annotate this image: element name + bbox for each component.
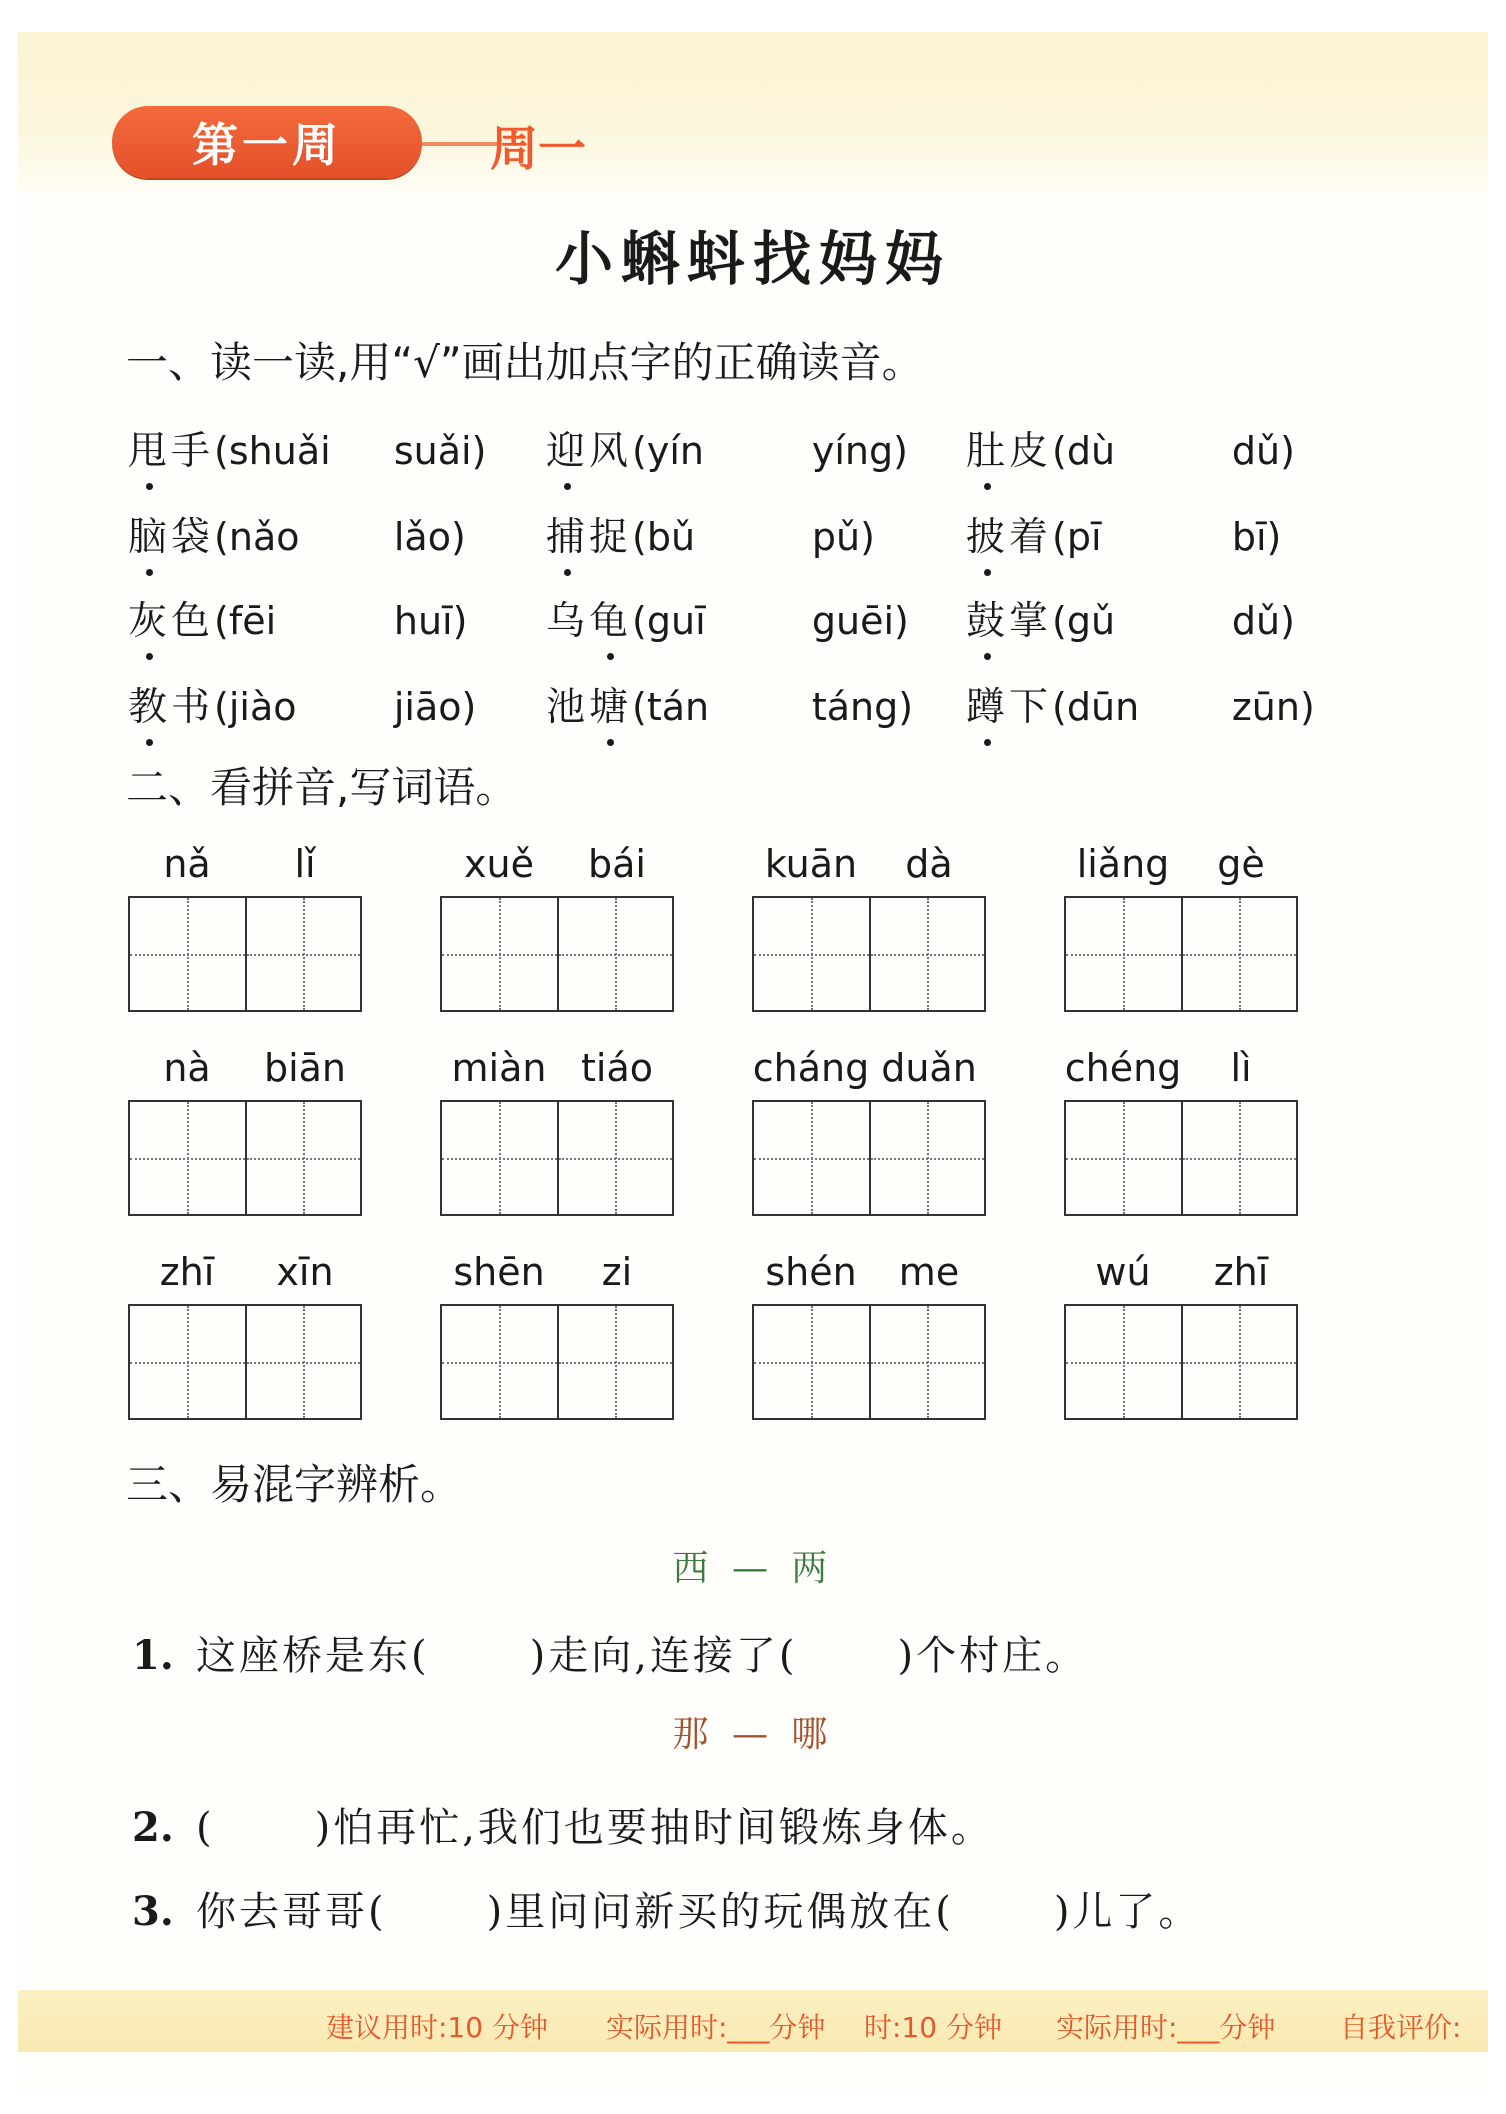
pinyin-syllable: xīn: [276, 1250, 334, 1294]
pinyin-syllable: biān: [263, 1046, 347, 1090]
paren-open: (: [214, 515, 229, 559]
pinyin-row: [128, 842, 364, 890]
grid-guide-horizontal: [559, 1362, 672, 1364]
dotted-character: 肚: [966, 420, 1009, 476]
paren-open: (: [632, 685, 647, 729]
writing-grid: [128, 1100, 362, 1216]
question-text: 你去哥哥(: [196, 1889, 387, 1935]
pinyin-row: [752, 842, 988, 890]
pinyin-option[interactable]: huī: [393, 599, 453, 643]
character: 手: [171, 429, 215, 474]
pinyin-syllable: shēn: [453, 1250, 545, 1294]
pinyin-option[interactable]: shuǎi: [228, 429, 331, 473]
pinyin-syllable: dà: [905, 842, 953, 886]
footer-band: [18, 1990, 1488, 2052]
pronunciation-item: [546, 506, 875, 562]
writing-cell[interactable]: [130, 898, 245, 1010]
pinyin-syllable: chéng: [1064, 1046, 1182, 1090]
grid-guide-horizontal: [130, 1158, 245, 1160]
pinyin-syllable: gè: [1217, 842, 1265, 886]
character: 捉: [589, 515, 633, 560]
writing-grid: [440, 1304, 674, 1420]
emphasis-dot: [607, 739, 614, 746]
pronunciation-item: [128, 506, 466, 562]
pinyin-writing-group: [752, 1250, 988, 1420]
pronunciation-item: [546, 420, 908, 476]
dotted-character: 龟: [589, 590, 632, 646]
writing-cell[interactable]: [245, 898, 360, 1010]
pronunciation-item: [546, 590, 909, 646]
pinyin-syllable: xuě: [464, 842, 534, 886]
confusable-pair-2: 那 — 哪: [672, 1714, 834, 1755]
pinyin-row: [752, 1046, 988, 1094]
character: 皮: [1009, 429, 1053, 474]
character: 乌: [546, 599, 590, 644]
pinyin-row: [440, 842, 676, 890]
item-word: [966, 685, 1052, 730]
paren-open: (: [1052, 429, 1067, 473]
character: 色: [171, 599, 215, 644]
character: 掌: [1009, 599, 1053, 644]
pinyin-syllable: shén: [765, 1250, 857, 1294]
question-number: 2.: [132, 1804, 174, 1851]
grid-guide-horizontal: [559, 1158, 672, 1160]
paren-close: ): [1280, 429, 1295, 473]
pinyin-syllable: cháng: [752, 1046, 870, 1090]
writing-grid: [440, 896, 674, 1012]
dotted-character: 披: [966, 506, 1009, 562]
writing-cell[interactable]: [1066, 898, 1181, 1010]
pinyin-option[interactable]: nǎo: [228, 515, 300, 559]
dotted-character: 甩: [128, 420, 171, 476]
pinyin-option[interactable]: bī: [1231, 515, 1267, 559]
pinyin-writing-group: [752, 1046, 988, 1216]
paren-open: (: [214, 429, 229, 473]
pronunciation-item: [128, 420, 486, 476]
footer-self-evaluation[interactable]: 自我评价:: [1340, 2011, 1462, 2044]
question-3: [132, 1880, 1201, 1937]
pinyin-writing-group: [440, 1046, 676, 1216]
header-connector: [418, 142, 498, 146]
grid-guide-horizontal: [442, 1362, 557, 1364]
item-word: [546, 429, 632, 474]
dotted-character: 教: [128, 676, 171, 732]
writing-cell[interactable]: [1066, 1306, 1181, 1418]
pinyin-option[interactable]: táng: [811, 685, 899, 729]
writing-cell[interactable]: [869, 898, 984, 1010]
paren-open: (: [1052, 599, 1067, 643]
paren-close: ): [471, 429, 487, 473]
footer-suggested-time: 建议用时:10 分钟: [326, 2011, 548, 2044]
question-text: )里问问新买的玩偶放在(: [486, 1889, 954, 1935]
emphasis-dot: [146, 569, 153, 576]
item-word: [128, 599, 214, 644]
writing-cell[interactable]: [557, 1306, 672, 1418]
paren-close: ): [1280, 599, 1295, 643]
emphasis-dot: [564, 483, 571, 490]
pinyin-syllable: kuān: [764, 842, 858, 886]
paren-close: ): [1299, 685, 1315, 729]
pinyin-syllable: lǐ: [294, 842, 316, 886]
paren-close: ): [452, 599, 468, 643]
item-word: [966, 429, 1052, 474]
character: 风: [589, 429, 633, 474]
emphasis-dot: [607, 653, 614, 660]
pronunciation-item: [966, 420, 1295, 476]
pinyin-writing-group: [128, 1046, 364, 1216]
part2-heading: 二、看拼音,写词语。: [126, 763, 518, 812]
grid-guide-horizontal: [754, 1158, 869, 1160]
pinyin-row: [1064, 1250, 1300, 1298]
writing-cell[interactable]: [442, 1102, 557, 1214]
character: 袋: [171, 515, 215, 560]
pinyin-writing-group: [128, 1250, 364, 1420]
paren-close: ): [860, 515, 875, 559]
writing-cell[interactable]: [754, 898, 869, 1010]
paren-close: ): [893, 429, 908, 473]
part1-heading: 一、读一读,用“√”画出加点字的正确读音。: [126, 338, 924, 387]
writing-cell[interactable]: [130, 1102, 245, 1214]
item-word: [128, 685, 214, 730]
character: 池: [546, 685, 590, 730]
writing-cell[interactable]: [754, 1102, 869, 1214]
item-word: [128, 429, 214, 474]
pinyin-writing-group: [440, 842, 676, 1012]
pinyin-option[interactable]: pǔ: [811, 515, 861, 559]
pinyin-writing-group: [440, 1250, 676, 1420]
writing-cell[interactable]: [869, 1306, 984, 1418]
item-word: [546, 685, 632, 730]
writing-cell[interactable]: [442, 1306, 557, 1418]
pinyin-option[interactable]: gǔ: [1066, 599, 1116, 643]
question-text: )个村庄。: [897, 1633, 1089, 1679]
writing-cell[interactable]: [1066, 1102, 1181, 1214]
pinyin-option[interactable]: bǔ: [646, 515, 696, 559]
pinyin-writing-group: [752, 842, 988, 1012]
pronunciation-item: [546, 676, 913, 732]
dotted-character: 灰: [128, 590, 171, 646]
paren-close: ): [898, 685, 914, 729]
grid-guide-horizontal: [442, 1158, 557, 1160]
grid-guide-horizontal: [559, 954, 672, 956]
footer-actual-time-2[interactable]: 实际用时:___分钟: [1056, 2011, 1276, 2044]
pinyin-option[interactable]: pī: [1066, 515, 1102, 559]
pinyin-syllable: tiáo: [581, 1046, 653, 1090]
page-title: 小蝌蚪找妈妈: [554, 225, 951, 293]
pinyin-writing-group: [1064, 1046, 1300, 1216]
dotted-character: 迎: [546, 420, 589, 476]
writing-cell[interactable]: [557, 898, 672, 1010]
question-text: )儿了。: [1053, 1889, 1202, 1935]
grid-guide-horizontal: [871, 1158, 984, 1160]
pinyin-syllable: duǎn: [881, 1046, 977, 1090]
item-word: [128, 515, 214, 560]
pinyin-option[interactable]: fēi: [228, 599, 277, 643]
pinyin-row: [752, 1250, 988, 1298]
question-text: 这座桥是东(: [196, 1633, 430, 1679]
writing-cell[interactable]: [245, 1306, 360, 1418]
writing-grid: [752, 1304, 986, 1420]
pinyin-row: [440, 1046, 676, 1094]
pinyin-option[interactable]: jiāo: [393, 685, 462, 729]
writing-grid: [752, 896, 986, 1012]
pinyin-row: [440, 1250, 676, 1298]
dotted-character: 鼓: [966, 590, 1009, 646]
paren-open: (: [632, 429, 647, 473]
pinyin-row: [128, 1250, 364, 1298]
writing-grid: [128, 1304, 362, 1420]
pinyin-row: [128, 1046, 364, 1094]
pinyin-option[interactable]: tán: [646, 685, 710, 729]
grid-guide-horizontal: [247, 1362, 360, 1364]
pinyin-syllable: nǎ: [163, 842, 211, 886]
question-text: (: [196, 1805, 215, 1851]
grid-guide-horizontal: [442, 954, 557, 956]
pinyin-syllable: bái: [588, 842, 646, 886]
paren-open: (: [632, 599, 647, 643]
grid-guide-horizontal: [1066, 954, 1181, 956]
grid-guide-horizontal: [871, 954, 984, 956]
emphasis-dot: [564, 569, 571, 576]
character: 下: [1009, 685, 1053, 730]
question-number: 1.: [132, 1632, 174, 1679]
writing-cell[interactable]: [1181, 898, 1296, 1010]
writing-grid: [1064, 896, 1298, 1012]
pinyin-option[interactable]: guēi: [811, 599, 895, 643]
part3-heading: 三、易混字辨析。: [126, 1460, 463, 1509]
dotted-character: 塘: [589, 676, 632, 732]
writing-cell[interactable]: [130, 1306, 245, 1418]
grid-guide-horizontal: [1183, 1362, 1296, 1364]
grid-guide-horizontal: [247, 954, 360, 956]
pinyin-syllable: liǎng: [1076, 842, 1170, 886]
question-2: [132, 1796, 994, 1853]
emphasis-dot: [146, 653, 153, 660]
pinyin-option[interactable]: guī: [646, 599, 706, 643]
writing-cell[interactable]: [869, 1102, 984, 1214]
emphasis-dot: [146, 739, 153, 746]
pinyin-option[interactable]: dūn: [1066, 685, 1140, 729]
paren-open: (: [632, 515, 647, 559]
writing-cell[interactable]: [245, 1102, 360, 1214]
writing-cell[interactable]: [442, 898, 557, 1010]
pinyin-syllable: zhī: [159, 1250, 215, 1294]
pinyin-syllable: zi: [601, 1250, 633, 1294]
pinyin-option[interactable]: yín: [646, 429, 704, 473]
grid-guide-horizontal: [871, 1362, 984, 1364]
grid-guide-horizontal: [247, 1158, 360, 1160]
pinyin-syllable: miàn: [451, 1046, 547, 1090]
pinyin-option[interactable]: jiào: [228, 685, 297, 729]
item-word: [546, 599, 632, 644]
day-label: 周一: [490, 121, 587, 177]
paren-close: ): [450, 515, 466, 559]
grid-guide-horizontal: [1066, 1362, 1181, 1364]
pinyin-option[interactable]: zūn: [1231, 685, 1300, 729]
writing-grid: [128, 896, 362, 1012]
emphasis-dot: [984, 483, 991, 490]
pinyin-syllable: me: [898, 1250, 960, 1294]
pinyin-option[interactable]: yíng: [811, 429, 894, 473]
question-text: )怕再忙,我们也要抽时间锻炼身体。: [314, 1805, 994, 1851]
item-word: [546, 515, 632, 560]
writing-cell[interactable]: [754, 1306, 869, 1418]
question-1: [132, 1624, 1088, 1681]
pinyin-syllable: wú: [1095, 1250, 1151, 1294]
item-word: [966, 599, 1052, 644]
confusable-pair-1: 西 — 两: [672, 1548, 834, 1589]
pinyin-option[interactable]: dǔ: [1231, 599, 1281, 643]
writing-cell[interactable]: [557, 1102, 672, 1214]
pronunciation-item: [128, 590, 467, 646]
paren-close: ): [461, 685, 477, 729]
week-badge: [112, 106, 422, 178]
character: 书: [171, 685, 215, 730]
paren-open: (: [1052, 515, 1067, 559]
grid-guide-horizontal: [1183, 1158, 1296, 1160]
grid-guide-horizontal: [754, 954, 869, 956]
writing-cell[interactable]: [1181, 1306, 1296, 1418]
footer-suggested-time-cut: 时:10 分钟: [864, 2011, 1002, 2044]
grid-guide-horizontal: [130, 954, 245, 956]
pinyin-syllable: lì: [1230, 1046, 1252, 1090]
footer-actual-time[interactable]: 实际用时:___分钟: [606, 2011, 826, 2044]
item-word: [966, 515, 1052, 560]
writing-grid: [752, 1100, 986, 1216]
character: 着: [1009, 515, 1053, 560]
question-number: 3.: [132, 1888, 174, 1935]
grid-guide-horizontal: [130, 1362, 245, 1364]
dotted-character: 蹲: [966, 676, 1009, 732]
emphasis-dot: [984, 739, 991, 746]
dotted-character: 捕: [546, 506, 589, 562]
paren-close: ): [894, 599, 909, 643]
writing-grid: [1064, 1304, 1298, 1420]
pinyin-row: [1064, 1046, 1300, 1094]
paren-close: ): [1266, 515, 1282, 559]
pinyin-syllable: nà: [163, 1046, 211, 1090]
grid-guide-horizontal: [754, 1362, 869, 1364]
pinyin-writing-group: [128, 842, 364, 1012]
pronunciation-item: [966, 506, 1281, 562]
paren-open: (: [214, 599, 229, 643]
emphasis-dot: [146, 483, 153, 490]
pinyin-writing-group: [1064, 842, 1300, 1012]
pinyin-row: [1064, 842, 1300, 890]
grid-guide-horizontal: [1066, 1158, 1181, 1160]
pinyin-option[interactable]: lǎo: [393, 515, 451, 559]
emphasis-dot: [984, 569, 991, 576]
writing-cell[interactable]: [1181, 1102, 1296, 1214]
paren-open: (: [1052, 685, 1067, 729]
writing-grid: [440, 1100, 674, 1216]
pronunciation-item: [966, 676, 1315, 732]
pinyin-syllable: zhī: [1213, 1250, 1269, 1294]
week-label: 第一周: [192, 118, 342, 172]
pinyin-option[interactable]: suǎi: [393, 429, 472, 473]
question-text: )走向,连接了(: [529, 1633, 798, 1679]
writing-grid: [1064, 1100, 1298, 1216]
pronunciation-item: [966, 590, 1295, 646]
paren-open: (: [214, 685, 229, 729]
emphasis-dot: [984, 653, 991, 660]
pinyin-option[interactable]: dù: [1066, 429, 1116, 473]
pinyin-option[interactable]: dǔ: [1231, 429, 1281, 473]
pinyin-writing-group: [1064, 1250, 1300, 1420]
pronunciation-item: [128, 676, 476, 732]
grid-guide-horizontal: [1183, 954, 1296, 956]
dotted-character: 脑: [128, 506, 171, 562]
